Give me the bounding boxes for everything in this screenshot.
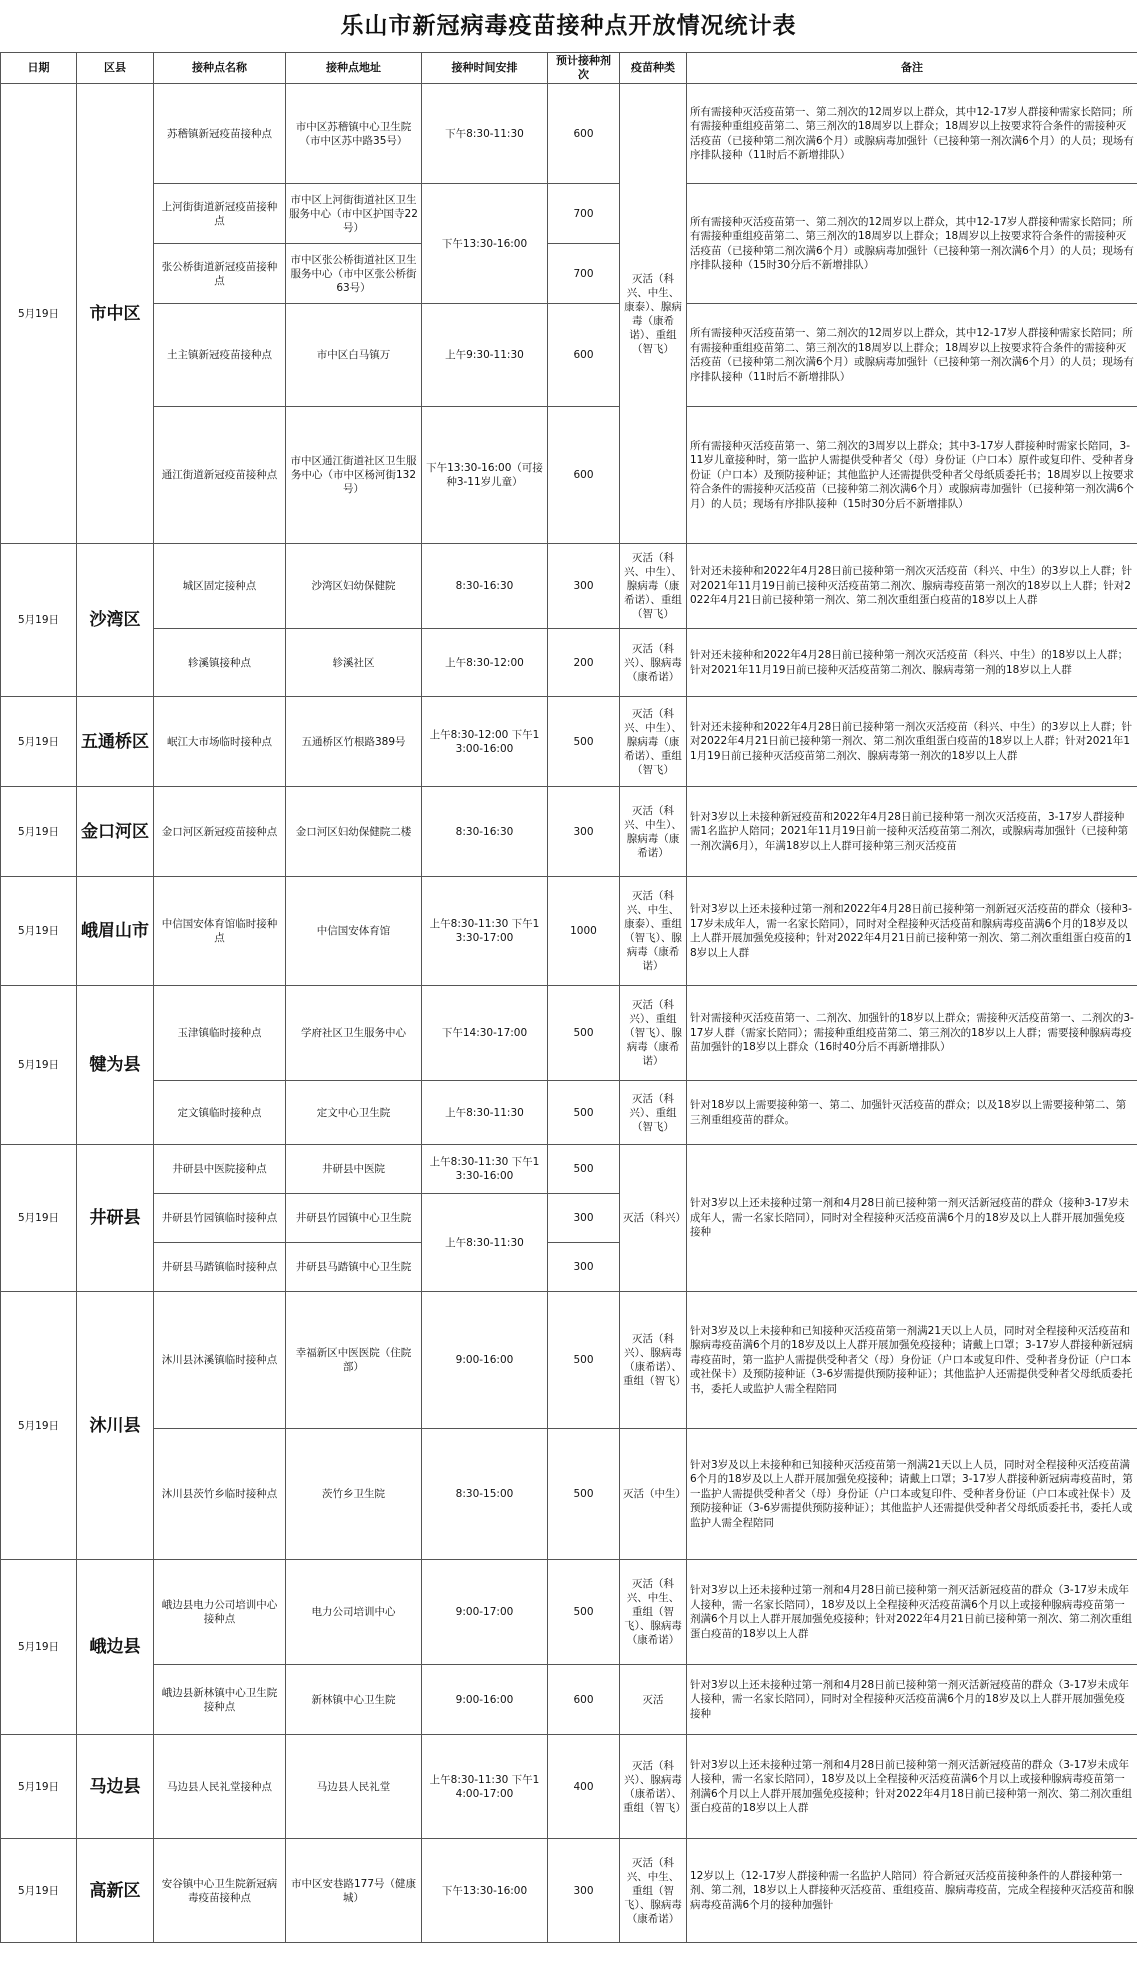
site-address: 茨竹乡卫生院 (286, 1429, 422, 1560)
table-row (1, 304, 1137, 407)
vaccination-table (0, 52, 1137, 1943)
site-count: 1000 (548, 877, 620, 986)
site-name: 玉津镇临时接种点 (154, 986, 286, 1081)
site-address: 井研县中医院 (286, 1145, 422, 1194)
site-address: 幸福新区中医医院（住院部） (286, 1292, 422, 1429)
site-vaccine: 灭活（科兴）、腺病毒（康希诺） (620, 629, 687, 697)
date-cell: 5月19日 (1, 1145, 77, 1292)
date-cell: 5月19日 (1, 877, 77, 986)
site-time: 8:30-16:30 (422, 787, 548, 877)
header-district: 区县 (77, 53, 154, 84)
site-vaccine: 灭活（科兴、中生）、腺病毒（康希诺） (620, 787, 687, 877)
site-note: 针对需接种灭活疫苗第一、二剂次、加强针的18岁以上群众；需接种灭活疫苗第一、二剂次的3-17岁人群（需家长陪同）；需接种重组疫苗第二、第三剂次的18岁以上人群；需要接种腺病毒疫苗加强针的18岁以上群众（16时40分后不再新增排队） (687, 986, 1137, 1081)
site-count: 200 (548, 629, 620, 697)
district-cell: 市中区 (77, 84, 154, 544)
site-address: 市中区苏稽镇中心卫生院（市中区苏中路35号） (286, 84, 422, 184)
site-address: 市中区张公桥街道社区卫生服务中心（市中区张公桥街63号） (286, 244, 422, 304)
site-address: 市中区通江街道社区卫生服务中心（市中区杨河街132号） (286, 407, 422, 544)
site-count: 600 (548, 304, 620, 407)
table-row (1, 407, 1137, 544)
site-name: 井研县竹园镇临时接种点 (154, 1194, 286, 1243)
site-count: 300 (548, 1839, 620, 1943)
table-row (1, 1429, 1137, 1560)
site-vaccine: 灭活（中生） (620, 1429, 687, 1560)
table-row (1, 697, 1137, 787)
site-vaccine: 灭活（科兴）、重组（智飞） (620, 1081, 687, 1145)
site-note: 所有需接种灭活疫苗第一、第二剂次的12周岁以上群众，其中12-17岁人群接种需家长陪同；所有需接种重组疫苗第二、第三剂次的18周岁以上群众；18周岁以上按要求符合条件的需接种灭活疫苗（已接种第二剂次满6个月）或腺病毒加强针（已接种第一剂次满6个月）的人员；现场有序排队接种（11时后不新增排队） (687, 84, 1137, 184)
site-note: 针对3岁以上还未接种过第一剂和4月28日前已接种第一剂灭活新冠疫苗的群众（接种3-17岁未成年人，需一名家长陪同），同时对全程接种灭活疫苗满6个月的18岁及以上人群开展加强免疫接种 (687, 1145, 1137, 1292)
site-vaccine: 灭活（科兴、中生、重组（智飞）、腺病毒（康希诺） (620, 1839, 687, 1943)
site-count: 500 (548, 1145, 620, 1194)
district-cell: 井研县 (77, 1145, 154, 1292)
site-name: 通江街道新冠疫苗接种点 (154, 407, 286, 544)
site-count: 500 (548, 1292, 620, 1429)
site-name: 张公桥街道新冠疫苗接种点 (154, 244, 286, 304)
site-note: 针对3岁以上未接种新冠疫苗和2022年4月28日前已接种第一剂次灭活疫苗，3-17岁人群接种需1名监护人陪同；2021年11月19日前一接种灭活疫苗第二剂次，或腺病毒加强针（已接种第一剂次满6月），年满18岁以上人群可接种第三剂灭活疫苗 (687, 787, 1137, 877)
site-vaccine: 灭活（科兴）、腺病毒（康希诺）、重组（智飞） (620, 1292, 687, 1429)
site-vaccine: 灭活（科兴）、重组（智飞）、腺病毒（康希诺） (620, 986, 687, 1081)
site-count: 500 (548, 1429, 620, 1560)
district-cell: 沐川县 (77, 1292, 154, 1560)
site-address: 定文中心卫生院 (286, 1081, 422, 1145)
site-note: 针对3岁以上还未接种过第一剂和2022年4月28日前已接种第一剂新冠灭活疫苗的群众（接种3-17岁未成年人，需一名家长陪同），同时对全程接种灭活疫苗和腺病毒疫苗满6个月的18岁及以上人群开展加强免疫接种；针对2022年4月21日前已接种第一剂次、第二剂次重组蛋白疫苗的18岁以上人群 (687, 877, 1137, 986)
site-count: 500 (548, 986, 620, 1081)
site-name: 城区固定接种点 (154, 544, 286, 629)
table-row (1, 544, 1137, 629)
site-count: 700 (548, 184, 620, 244)
site-time: 上午8:30-11:30 (422, 1081, 548, 1145)
site-vaccine: 灭活 (620, 1665, 687, 1735)
site-time: 上午8:30-11:30 (422, 1194, 548, 1292)
district-cell: 高新区 (77, 1839, 154, 1943)
site-time: 下午8:30-11:30 (422, 84, 548, 184)
site-vaccine: 灭活（科兴）、腺病毒（康希诺）、重组（智飞） (620, 1735, 687, 1839)
site-time: 8:30-16:30 (422, 544, 548, 629)
site-address: 五通桥区竹根路389号 (286, 697, 422, 787)
site-address: 井研县竹园镇中心卫生院 (286, 1194, 422, 1243)
header-time: 接种时间安排 (422, 53, 548, 84)
site-name: 岷江大市场临时接种点 (154, 697, 286, 787)
table-row (1, 629, 1137, 697)
header-address: 接种点地址 (286, 53, 422, 84)
district-cell: 金口河区 (77, 787, 154, 877)
site-note: 所有需接种灭活疫苗第一、第二剂次的3周岁以上群众；其中3-17岁人群接种时需家长陪同，3-11岁儿童接种时，第一监护人需提供受种者父（母）身份证（户口本）原件或复印件、受种者身份证（户口本）及预防接种证；其他监护人还需提供受种者父母纸质委托书；18周岁以上按要求符合条件的需接种灭活疫苗（已接种第二剂次满6个月）或腺病毒加强针（已接种第一剂次满6个月）的人员；现场有序排队接种（15时30分后不新增排队） (687, 407, 1137, 544)
site-count: 300 (548, 1194, 620, 1243)
site-time: 上午8:30-11:30 下午13:30-16:00 (422, 1145, 548, 1194)
site-vaccine: 灭活（科兴、中生、康泰）、重组（智飞）、腺病毒（康希诺） (620, 877, 687, 986)
district-cell: 犍为县 (77, 986, 154, 1145)
site-name: 井研县马踏镇临时接种点 (154, 1243, 286, 1292)
site-vaccine: 灭活（科兴、中生、康泰）、腺病毒（康希诺）、重组（智飞） (620, 84, 687, 544)
site-address: 市中区安巷路177号（健康城） (286, 1839, 422, 1943)
date-cell: 5月19日 (1, 986, 77, 1145)
site-address: 轸溪社区 (286, 629, 422, 697)
date-cell: 5月19日 (1, 1839, 77, 1943)
site-time: 8:30-15:00 (422, 1429, 548, 1560)
site-time: 上午8:30-11:30 下午13:30-17:00 (422, 877, 548, 986)
site-name: 金口河区新冠疫苗接种点 (154, 787, 286, 877)
site-name: 安谷镇中心卫生院新冠病毒疫苗接种点 (154, 1839, 286, 1943)
table-row (1, 787, 1137, 877)
page-title: 乐山市新冠病毒疫苗接种点开放情况统计表 (340, 13, 797, 39)
district-cell: 峨边县 (77, 1560, 154, 1735)
site-name: 中信国安体育馆临时接种点 (154, 877, 286, 986)
site-count: 500 (548, 697, 620, 787)
header-row (1, 53, 1137, 84)
header-count: 预计接种剂次 (548, 53, 620, 84)
site-address: 沙湾区妇幼保健院 (286, 544, 422, 629)
site-time: 上午8:30-11:30 下午14:00-17:00 (422, 1735, 548, 1839)
site-address: 马边县人民礼堂 (286, 1735, 422, 1839)
site-note: 针对还未接种和2022年4月28日前已接种第一剂次灭活疫苗（科兴、中生）的3岁以上人群；针对2022年4月21日前已接种第一剂次、第二剂次重组蛋白疫苗的18岁以上人群；针对2021年11月19日前已接种灭活疫苗第二剂次、腺病毒第一剂次的18岁以上人群 (687, 697, 1137, 787)
site-name: 上河街街道新冠疫苗接种点 (154, 184, 286, 244)
site-name: 沐川县沐溪镇临时接种点 (154, 1292, 286, 1429)
table-row (1, 1081, 1137, 1145)
site-count: 500 (548, 1081, 620, 1145)
site-time: 上午8:30-12:00 下午13:00-16:00 (422, 697, 548, 787)
site-time: 下午13:30-16:00（可接种3-11岁儿童） (422, 407, 548, 544)
date-cell: 5月19日 (1, 697, 77, 787)
site-count: 600 (548, 1665, 620, 1735)
site-note: 12岁以上（12-17岁人群接种需一名监护人陪同）符合新冠灭活疫苗接种条件的人群接种第一剂、第二剂，18岁以上人群接种灭活疫苗、重组疫苗、腺病毒疫苗，完成全程接种灭活疫苗和腺病毒疫苗满6个月的接种加强针 (687, 1839, 1137, 1943)
site-time: 上午9:30-11:30 (422, 304, 548, 407)
site-note: 针对3岁及以上未接种和已知接种灭活疫苗第一剂满21天以上人员，同时对全程接种灭活疫苗满6个月的18岁及以上人群开展加强免疫接种；请戴上口罩；3-17岁人群接种新冠病毒疫苗时，第一监护人需提供受种者父（母）身份证（户口本或复印件、受种者身份证（户口本或社保卡）及预防接种证（3-6岁需提供预防接种证）；其他监护人还需提供受种者父母纸质委托书，委托人或监护人需全程陪同 (687, 1429, 1137, 1560)
date-cell: 5月19日 (1, 1735, 77, 1839)
site-name: 峨边县新林镇中心卫生院接种点 (154, 1665, 286, 1735)
site-count: 300 (548, 1243, 620, 1292)
table-row (1, 184, 1137, 244)
table-row (1, 1292, 1137, 1429)
site-time: 9:00-16:00 (422, 1292, 548, 1429)
district-cell: 五通桥区 (77, 697, 154, 787)
site-time: 下午13:30-16:00 (422, 184, 548, 304)
site-count: 300 (548, 787, 620, 877)
header-vaccine: 疫苗种类 (620, 53, 687, 84)
site-address: 井研县马踏镇中心卫生院 (286, 1243, 422, 1292)
site-note: 针对3岁以上还未接种过第一剂和4月28日前已接种第一剂灭活新冠疫苗的群众（3-17岁未成年人接种，需一名家长陪同），同时对全程接种灭活疫苗满6个月的18岁及以上人群开展加强免疫接种 (687, 1665, 1137, 1735)
site-vaccine: 灭活（科兴、中生）、腺病毒（康希诺）、重组（智飞） (620, 697, 687, 787)
site-address: 市中区白马镇万 (286, 304, 422, 407)
site-time: 9:00-17:00 (422, 1560, 548, 1665)
site-count: 500 (548, 1560, 620, 1665)
header-site-name: 接种点名称 (154, 53, 286, 84)
site-note: 针对还未接种和2022年4月28日前已接种第一剂次灭活疫苗（科兴、中生）的3岁以上人群；针对2021年11月19日前已接种灭活疫苗第二剂次、腺病毒疫苗第一剂次的18岁以上人群；针对2022年4月21日前已接种第一剂次、第二剂次重组蛋白疫苗的18岁以上人群 (687, 544, 1137, 629)
date-cell: 5月19日 (1, 84, 77, 544)
site-time: 下午13:30-16:00 (422, 1839, 548, 1943)
table-row (1, 1560, 1137, 1665)
site-note: 针对还未接种和2022年4月28日前已接种第一剂次灭活疫苗（科兴、中生）的18岁以上人群；针对2021年11月19日前已接种灭活疫苗第二剂次、腺病毒第一剂的18岁以上人群 (687, 629, 1137, 697)
site-address: 市中区上河街街道社区卫生服务中心（市中区护国寺22号） (286, 184, 422, 244)
district-cell: 峨眉山市 (77, 877, 154, 986)
site-address: 金口河区妇幼保健院二楼 (286, 787, 422, 877)
site-note: 所有需接种灭活疫苗第一、第二剂次的12周岁以上群众，其中12-17岁人群接种需家长陪同；所有需接种重组疫苗第二、第三剂次的18周岁以上群众；18周岁以上按要求符合条件的需接种灭活疫苗（已接种第二剂次满6个月）或腺病毒加强针（已接种第一剂次满6个月）的人员；现场有序排队接种（15时30分后不新增排队） (687, 184, 1137, 304)
site-name: 土主镇新冠疫苗接种点 (154, 304, 286, 407)
site-note: 针对3岁以上还未接种过第一剂和4月28日前已接种第一剂灭活新冠疫苗的群众（3-17岁未成年人接种，需一名家长陪同），18岁及以上全程接种灭活疫苗满6个月以上或接种腺病毒疫苗第一剂满6个月以上人群开展加强免疫接种；针对2022年4月18日前已接种第一剂次、第二剂次重组蛋白疫苗的18岁以上人群 (687, 1735, 1137, 1839)
site-name: 井研县中医院接种点 (154, 1145, 286, 1194)
site-note: 针对18岁以上需要接种第一、第二、加强针灭活疫苗的群众；以及18岁以上需要接种第二、第三剂重组疫苗的群众。 (687, 1081, 1137, 1145)
site-count: 600 (548, 84, 620, 184)
site-address: 学府社区卫生服务中心 (286, 986, 422, 1081)
site-name: 沐川县茨竹乡临时接种点 (154, 1429, 286, 1560)
site-address: 中信国安体育馆 (286, 877, 422, 986)
table-row (1, 84, 1137, 184)
site-note: 所有需接种灭活疫苗第一、第二剂次的12周岁以上群众，其中12-17岁人群接种需家长陪同；所有需接种重组疫苗第二、第三剂次的18周岁以上群众；18周岁以上按要求符合条件的需接种灭活疫苗（已接种第二剂次满6个月）或腺病毒加强针（已接种第一剂次满6个月）的人员；现场有序排队接种（11时后不新增排队） (687, 304, 1137, 407)
site-note: 针对3岁及以上未接种和已知接种灭活疫苗第一剂满21天以上人员，同时对全程接种灭活疫苗和腺病毒疫苗满6个月的18岁及以上人群开展加强免疫接种；请戴上口罩；3-17岁人群接种新冠病毒疫苗时，第一监护人需提供受种者父（母）身份证（户口本或复印件、受种者身份证（户口本或社保卡）及预防接种证（3-6岁需提供预防接种证）；其他监护人还需提供受种者父母纸质委托书，委托人或监护人需全程陪同 (687, 1292, 1137, 1429)
district-cell: 沙湾区 (77, 544, 154, 697)
site-name: 定文镇临时接种点 (154, 1081, 286, 1145)
table-row (1, 877, 1137, 986)
date-cell: 5月19日 (1, 544, 77, 697)
table-row (1, 1735, 1137, 1839)
site-name: 马边县人民礼堂接种点 (154, 1735, 286, 1839)
site-time: 上午8:30-12:00 (422, 629, 548, 697)
site-vaccine: 灭活（科兴） (620, 1145, 687, 1292)
site-name: 轸溪镇接种点 (154, 629, 286, 697)
table-row (1, 986, 1137, 1081)
table-row (1, 1665, 1137, 1735)
site-time: 9:00-16:00 (422, 1665, 548, 1735)
site-name: 苏稽镇新冠疫苗接种点 (154, 84, 286, 184)
site-address: 新林镇中心卫生院 (286, 1665, 422, 1735)
site-count: 700 (548, 244, 620, 304)
header-date: 日期 (1, 53, 77, 84)
table-row (1, 1145, 1137, 1194)
site-vaccine: 灭活（科兴、中生、重组（智飞）、腺病毒（康希诺） (620, 1560, 687, 1665)
site-note: 针对3岁以上还未接种过第一剂和4月28日前已接种第一剂灭活新冠疫苗的群众（3-17岁未成年人接种，需一名家长陪同），18岁及以上全程接种灭活疫苗满6个月以上或接种腺病毒疫苗第一剂满6个月以上人群开展加强免疫接种；针对2022年4月21日前已接种第一剂次、第二剂次重组蛋白疫苗的18岁以上人群 (687, 1560, 1137, 1665)
site-time: 下午14:30-17:00 (422, 986, 548, 1081)
date-cell: 5月19日 (1, 1292, 77, 1560)
site-address: 电力公司培训中心 (286, 1560, 422, 1665)
table-row (1, 1839, 1137, 1943)
header-note: 备注 (687, 53, 1137, 84)
site-name: 峨边县电力公司培训中心接种点 (154, 1560, 286, 1665)
site-count: 600 (548, 407, 620, 544)
date-cell: 5月19日 (1, 1560, 77, 1735)
site-count: 300 (548, 544, 620, 629)
date-cell: 5月19日 (1, 787, 77, 877)
district-cell: 马边县 (77, 1735, 154, 1839)
site-vaccine: 灭活（科兴、中生）、腺病毒（康希诺）、重组（智飞） (620, 544, 687, 629)
site-count: 400 (548, 1735, 620, 1839)
